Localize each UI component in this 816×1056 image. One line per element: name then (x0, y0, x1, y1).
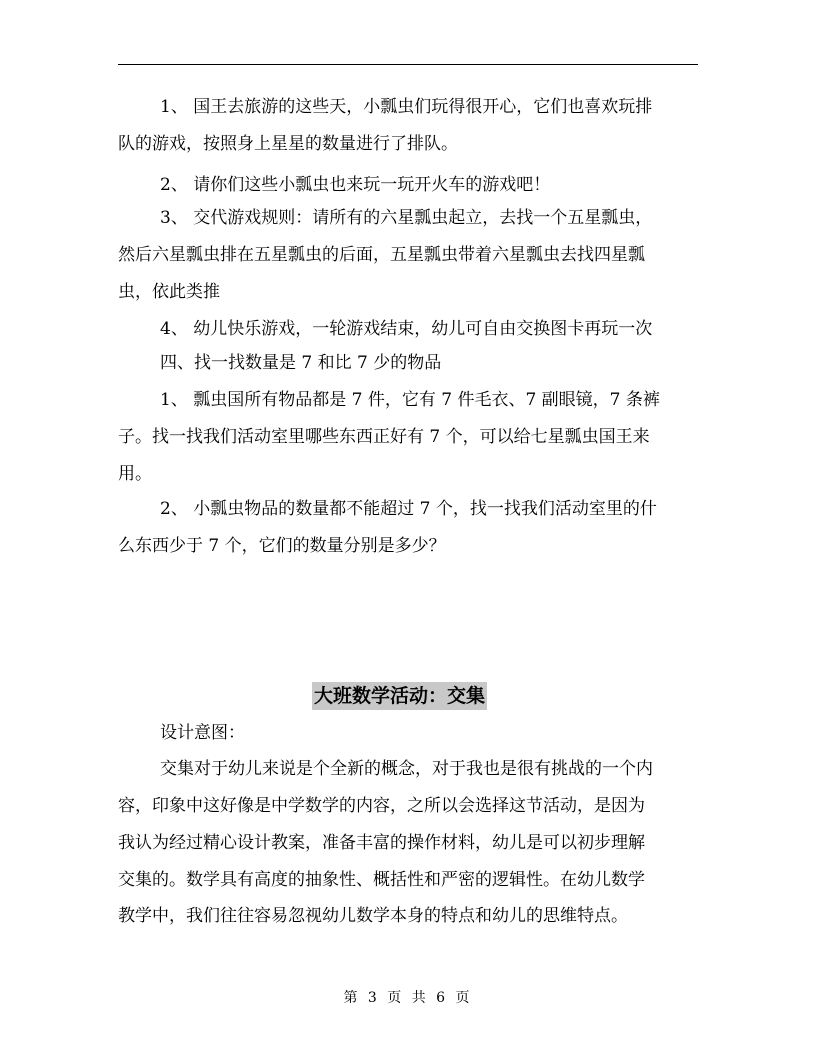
paragraph-line: 交集对于幼儿来说是个全新的概念，对于我也是很有挑战的一个内 (160, 759, 653, 779)
paragraph-line: 虫，依此类推 (118, 282, 220, 302)
paragraph-line: 2、 小瓢虫物品的数量都不能超过 7 个，找一找我们活动室里的什 (160, 499, 657, 519)
paragraph-line: 1、 国王去旅游的这些天，小瓢虫们玩得很开心，它们也喜欢玩排 (160, 97, 653, 117)
paragraph-line: 然后六星瓢虫排在五星瓢虫的后面，五星瓢虫带着六星瓢虫去找四星瓢 (118, 245, 645, 265)
design-intent-label: 设计意图： (160, 723, 245, 743)
paragraph-line: 子。找一找我们活动室里哪些东西正好有 7 个，可以给七星瓢虫国王来 (118, 427, 650, 447)
paragraph-line: 交集的。数学具有高度的抽象性、概括性和严密的逻辑性。在幼儿数学 (118, 870, 645, 890)
paragraph-line: 3、 交代游戏规则：请所有的六星瓢虫起立，去找一个五星瓢虫， (160, 208, 653, 228)
section-heading: 四、找一找数量是 7 和比 7 少的物品 (160, 353, 442, 373)
paragraph-line: 用。 (118, 464, 152, 484)
section-title: 大班数学活动：交集 (312, 682, 487, 710)
paragraph-line: 么东西少于 7 个，它们的数量分别是多少？ (118, 536, 446, 556)
paragraph-line: 4、 幼儿快乐游戏，一轮游戏结束，幼儿可自由交换图卡再玩一次 (160, 319, 653, 339)
paragraph-line: 容，印象中这好像是中学数学的内容，之所以会选择这节活动，是因为 (118, 796, 645, 816)
page-footer: 第 3 页 共 6 页 (343, 990, 473, 1006)
paragraph-line: 教学中，我们往往容易忽视幼儿数学本身的特点和幼儿的思维特点。 (118, 906, 628, 926)
paragraph-line: 队的游戏，按照身上星星的数量进行了排队。 (118, 134, 458, 154)
paragraph-line: 1、 瓢虫国所有物品都是 7 件，它有 7 件毛衣、7 副眼镜，7 条裤 (160, 390, 660, 410)
paragraph-line: 2、 请你们这些小瓢虫也来玩一玩开火车的游戏吧！ (160, 175, 551, 195)
header-rule (118, 64, 698, 65)
paragraph-line: 我认为经过精心设计教案，准备丰富的操作材料，幼儿是可以初步理解 (118, 833, 645, 853)
